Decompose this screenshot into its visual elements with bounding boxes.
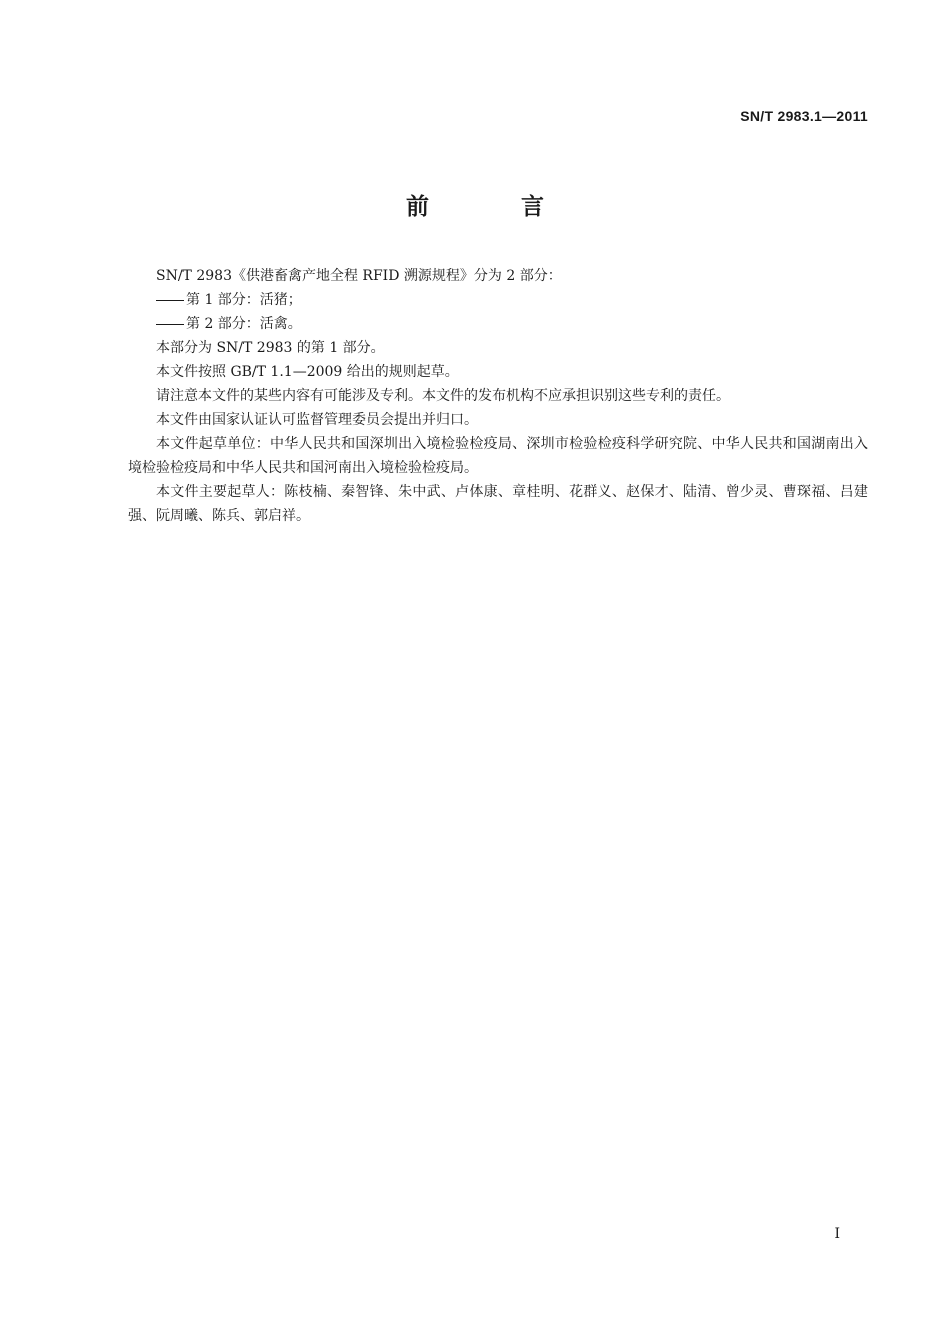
list-item-part1-text: 第 1 部分：活猪；	[186, 292, 302, 308]
list-item-part2	[128, 312, 868, 336]
paragraph-drafting-units: 本文件起草单位：中华人民共和国深圳出入境检验检疫局、深圳市检验检疫科学研究院、中华人民共和国湖南出入境检验检疫局和中华人民共和国河南出入境检验检疫局。	[128, 436, 868, 476]
list-item-part1	[128, 288, 868, 312]
paragraph-proposed-by: 本文件由国家认证认可监督管理委员会提出并归口。	[156, 412, 478, 428]
paragraph-drafters: 本文件主要起草人：陈枝楠、秦智锋、朱中武、卢体康、章桂明、花群义、赵保才、陆清、曾少灵、曹琛福、吕建强、阮周曦、陈兵、郭启祥。	[128, 484, 868, 524]
paragraph-drafting-rules: 本文件按照 GB/T 1.1—2009 给出的规则起草。	[156, 364, 459, 380]
foreword-body	[128, 264, 868, 528]
page-title: 前 言	[405, 194, 586, 220]
dash-mark	[156, 300, 184, 301]
list-item-part2-text: 第 2 部分：活禽。	[186, 316, 302, 332]
standard-code: SN/T 2983.1—2011	[740, 108, 868, 124]
page-number: I	[834, 1226, 840, 1242]
paragraph-parts-intro: SN/T 2983《供港畜禽产地全程 RFID 溯源规程》分为 2 部分：	[156, 268, 562, 284]
paragraph-patent-notice: 请注意本文件的某些内容有可能涉及专利。本文件的发布机构不应承担识别这些专利的责任。	[156, 388, 730, 404]
dash-mark	[156, 324, 184, 325]
paragraph-part-scope: 本部分为 SN/T 2983 的第 1 部分。	[156, 340, 385, 356]
